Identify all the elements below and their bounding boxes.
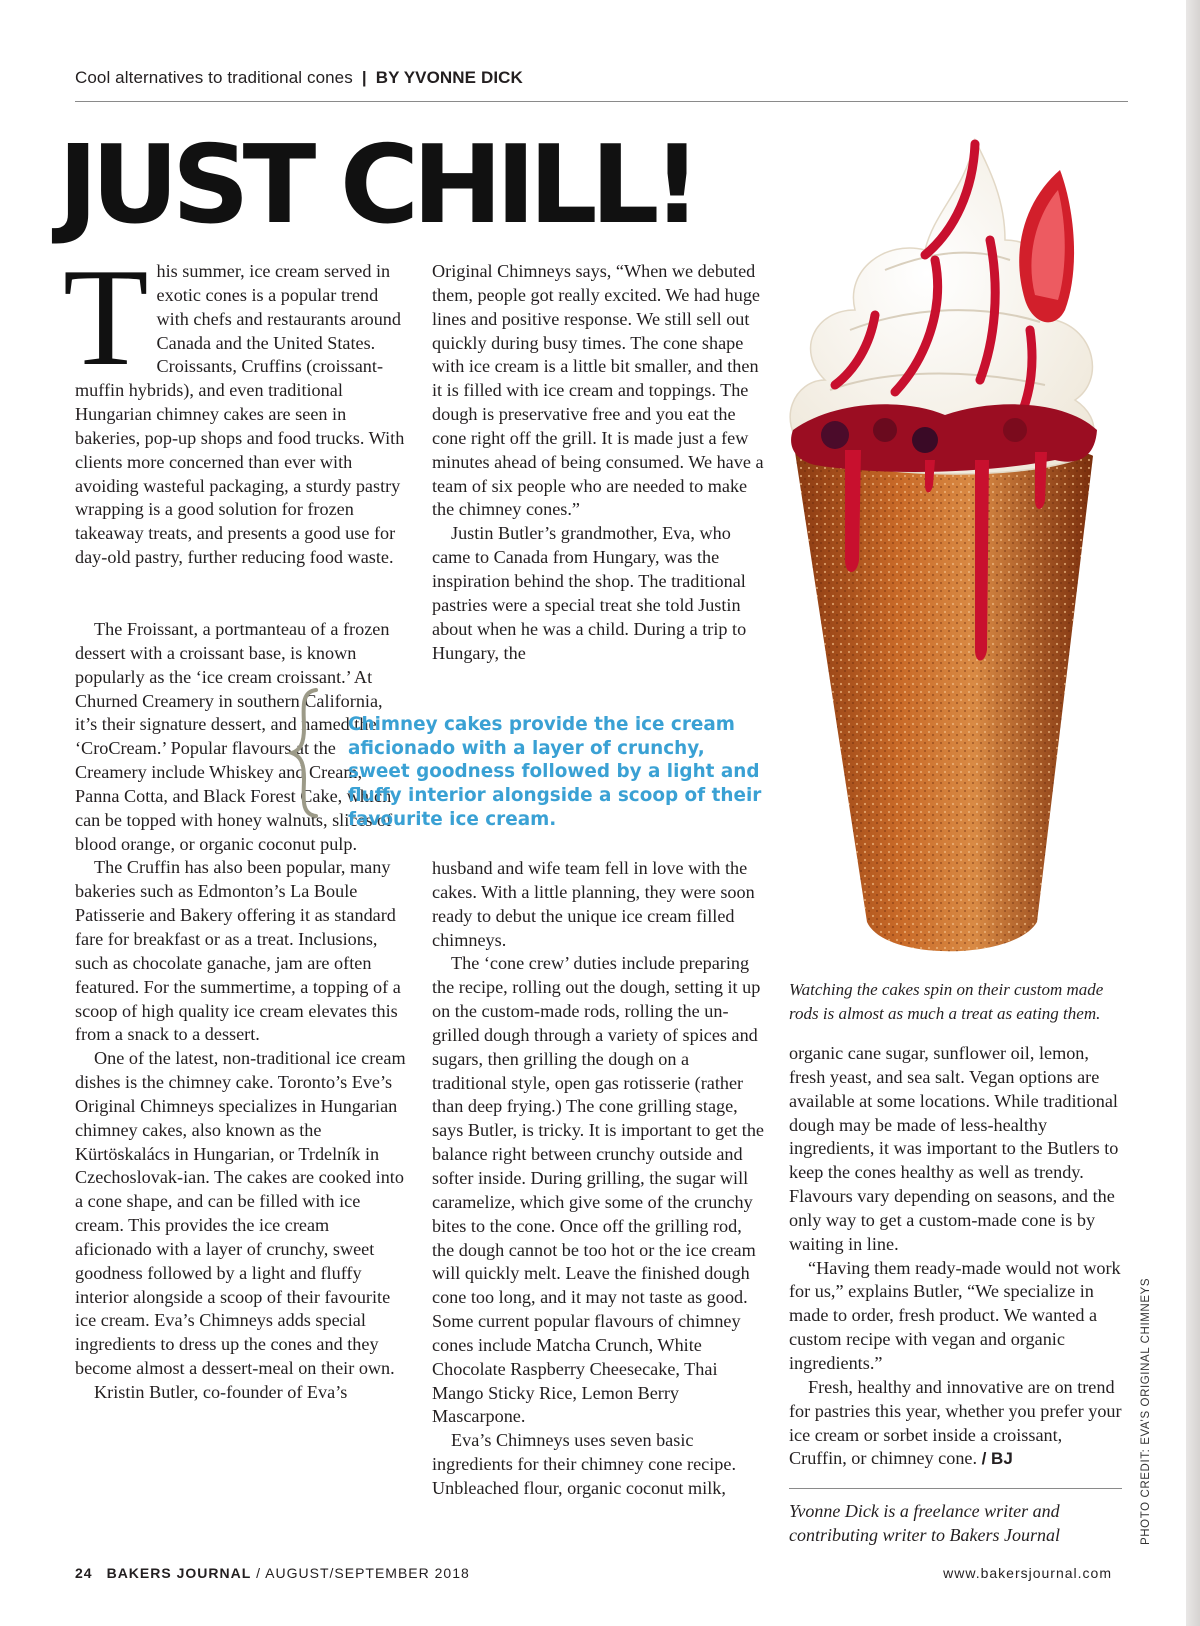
- paragraph-9: The ‘cone crew’ duties include preparing the recipe, rolling out the dough, setting it up on the custom-made rods, rolling the un-grilled dough through a variety of spices and sugars, then grilling the dough on a traditional style, open gas rotisserie (rather than deep frying.) The cone grilling stage, says Butler, is tricky. It is important to get the balance right between crunchy outside and softer inside. During grilling, the sugar will caramelize, which give some of the crunchy bites to the cone. Once off the grilling rod, the dough cannot be too hot or the ice cream will quickly melt. Leave the finished dough cone too long, and it may not taste as good. Some current popular flavours of chimney cones include Matcha Crunch, White Chocolate Raspberry Cheesecake, Thai Mango Sticky Rice, Lemon Berry Mascarpone.: [432, 953, 764, 1427]
- header-byline: BY YVONNE DICK: [375, 68, 523, 87]
- article-header: [75, 68, 1128, 88]
- paragraph-6: Original Chimneys says, “When we debuted them, people got really excited. We had huge lines and positive response. We still sell out quickly during busy times. The cone shape with ice cream is a little bit smaller, and then it is filled with ice cream and toppings. The dough is preservative free and you eat the cone right off the grill. It is made just a few minutes ahead of being consumed. We have a team of six people who are needed to make the chimney cones.”: [432, 261, 764, 520]
- brace-icon: [286, 688, 326, 818]
- paragraph-11: organic cane sugar, sunflower oil, lemon, fresh yeast, and sea salt. Vegan options are available at some locations. While traditional dough may be made of less-healthy ingredients, it was important to the Butlers to keep the cones healthy as well as trendy. Flavours vary depending on seasons, and the only way to get a custom-made cone is by waiting in line.: [789, 1043, 1119, 1254]
- drop-cap: T: [63, 240, 149, 395]
- column-1: [63, 240, 408, 570]
- paragraph-13: Fresh, healthy and innovative are on trend for pastries this year, whether you prefer your ice cream or sorbet inside a croissant, Cruffin, or chimney cone. / BJ: [789, 1376, 1122, 1469]
- header-topic: Cool alternatives to traditional cones: [75, 68, 353, 87]
- column-2-bottom: [432, 857, 765, 1501]
- paragraph-5: Kristin Butler, co-founder of Eva’s: [94, 1382, 348, 1402]
- end-mark: / BJ: [981, 1449, 1013, 1469]
- headline: JUST CHILL!: [58, 123, 695, 248]
- header-separator: |: [361, 68, 367, 87]
- magazine-name: BAKERS JOURNAL: [106, 1565, 252, 1581]
- chimney-cone-photo: [775, 130, 1111, 968]
- paragraph-7: Justin Butler’s grandmother, Eva, who came to Canada from Hungary, was the inspiration behind the shop. The traditional pastries were a special treat she told Justin about when he was a child. During a trip to Hungary, the: [432, 523, 747, 663]
- issue-date: / AUGUST/SEPTEMBER 2018: [256, 1565, 470, 1581]
- header-rule: [75, 101, 1128, 102]
- column-3: [789, 1042, 1122, 1471]
- photo-credit: PHOTO CREDIT: EVA’S ORIGINAL CHIMNEYS: [1140, 1277, 1152, 1545]
- photo-caption: Watching the cakes spin on their custom made rods is almost as much a treat as eating them.: [789, 980, 1104, 1023]
- paragraph-1: This summer, ice cream served in exotic cones is a popular trend with chefs and restaurants around Canada and the United States. Croissants, Cruffins (croissant-muffin hybrids), and even traditional Hungarian chimney cakes are seen in bakeries, pop-up shops and food trucks. With clients more concerned than ever with avoiding wasteful packaging, a sturdy pastry wrapping is a good solution for frozen takeaway treats, and presents a good use for day-old pastry, further reducing food waste.: [63, 240, 405, 568]
- author-bio: Yvonne Dick is a freelance writer and contributing writer to Bakers Journal: [789, 1501, 1060, 1545]
- paragraph-12: “Having them ready-made would not work for us,” explains Butler, “We specialize in made to order, fresh product. We wanted a custom recipe with vegan and organic ingredients.”: [789, 1257, 1121, 1373]
- column-2-top: [432, 260, 765, 665]
- page-number: 24: [75, 1565, 93, 1581]
- paragraph-8: husband and wife team fell in love with the cakes. With a little planning, they were soon ready to debut the unique ice cream filled chimneys.: [432, 858, 755, 950]
- paragraph-2: The Froissant, a portmanteau of a frozen dessert with a croissant base, is known popularly as the ‘ice cream croissant.’ At Churned Creamery in southern California, it’s their signature dessert, and named the ‘CroCream.’ Popular flavours at the Creamery include Whiskey and Cream, Panna Cotta, and Black Forest Cake, which can be topped with honey walnuts, slices of blood orange, or organic coconut pulp.: [75, 619, 393, 854]
- page-edge: [1186, 0, 1200, 1626]
- website-link[interactable]: www.bakersjournal.com: [943, 1565, 1112, 1581]
- paragraph-10: Eva’s Chimneys uses seven basic ingredients for their chimney cone recipe. Unbleached flour, organic coconut milk,: [432, 1430, 737, 1498]
- footer-left: [75, 1565, 470, 1581]
- paragraph-4: One of the latest, non-traditional ice cream dishes is the chimney cake. Toronto’s Eve’s Original Chimneys specializes in Hungarian chimney cakes, also known as the Kürtöskalács in Hungarian, or Trdelník in Czechoslovak-ian. The cakes are cooked into a cone shape, and can be filled with ice cream. This provides the ice cream aficionado with a layer of crunchy, sweet goodness followed by a light and fluffy interior alongside a scoop of their favourite ice cream. Eva’s Chimneys adds special ingredients to dress up the cones and they become almost a dessert-meal on their own.: [75, 1048, 406, 1379]
- bio-rule: [789, 1488, 1122, 1489]
- paragraph-3: The Cruffin has also been popular, many bakeries such as Edmonton’s La Boule Patisserie and Bakery offering it as standard fare for breakfast or as a treat. Inclusions, such as chocolate ganache, jam are often featured. For the summertime, a topping of a scoop of high quality ice cream elevates this from a snack to a dessert.: [75, 857, 401, 1045]
- pull-quote: Chimney cakes provide the ice cream aficionado with a layer of crunchy, sweet goodness followed by a light and fluffy interior alongside a scoop of their favourite ice cream.: [348, 714, 762, 830]
